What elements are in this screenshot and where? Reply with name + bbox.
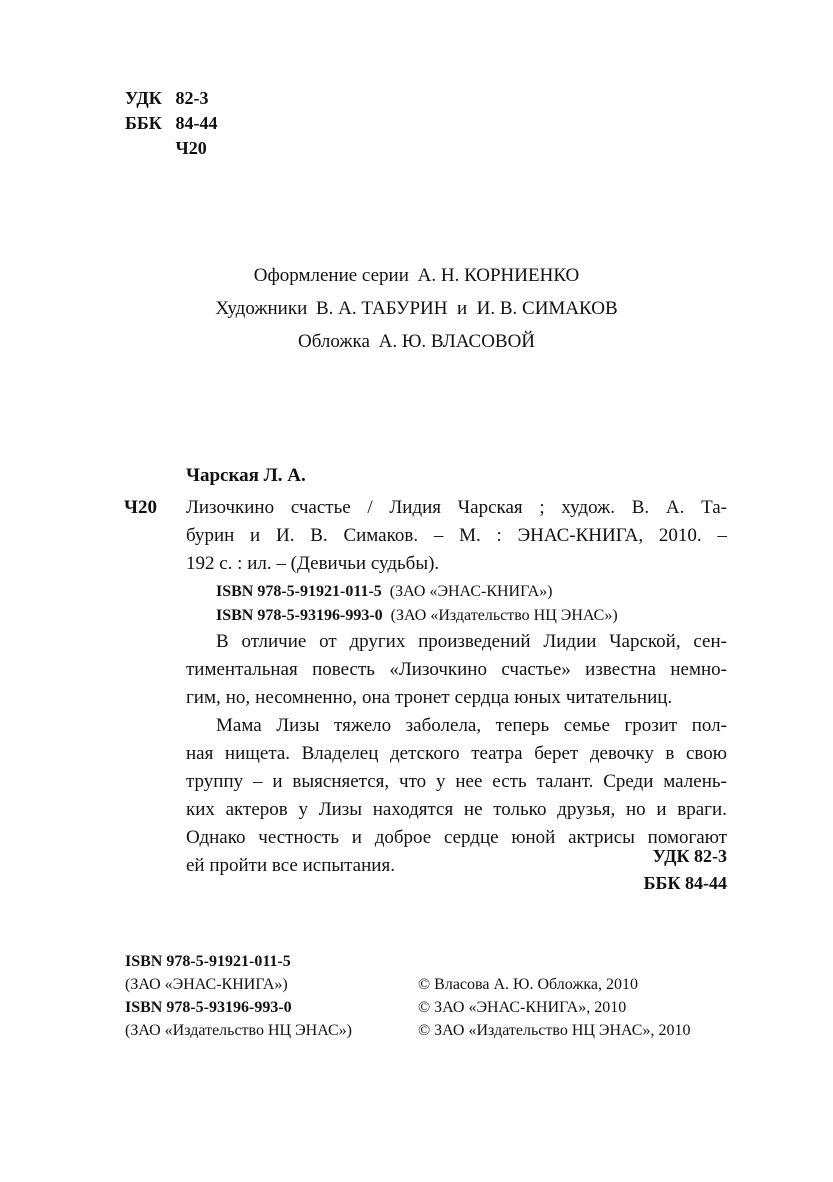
record-word: бурин — [186, 525, 235, 546]
annotation-word: Чарской, — [609, 631, 681, 652]
record-author: Чарская Л. А. — [186, 465, 306, 486]
credit-role: Обложка — [297, 331, 370, 352]
copyright-notices — [418, 973, 690, 1042]
annotation-line — [186, 740, 727, 768]
annotation-line — [186, 656, 727, 684]
annotation-word: повесть — [312, 659, 375, 680]
annotation-word: теперь — [495, 715, 550, 736]
copyright-line: © Власова А. Ю. Обложка, 2010 — [418, 976, 639, 993]
annotation-word: «Лизочкино — [389, 659, 487, 680]
annotation-word: известна — [585, 659, 656, 680]
credit-role: Художники — [215, 298, 308, 319]
bbk-row — [125, 111, 218, 136]
udk-code: 82-3 — [175, 88, 209, 108]
isbn-row — [216, 580, 618, 604]
annotation-line — [186, 796, 727, 824]
record-line — [186, 550, 727, 578]
annotation-word: есть — [492, 771, 527, 792]
annotation-word: труппу — [186, 771, 244, 792]
classification-top — [125, 86, 218, 161]
udk-row — [125, 86, 218, 111]
annotation-line — [186, 628, 727, 656]
record-word: Та- — [701, 497, 727, 518]
annotation-word: счастье» — [501, 659, 571, 680]
annotation-word: свою — [685, 743, 727, 764]
annotation-word: и — [656, 799, 667, 820]
author-mark: Ч20 — [175, 138, 207, 158]
isbn-number: ISBN 978-5-93196-993-0 — [216, 607, 383, 624]
annotation-line — [186, 684, 727, 712]
annotation-word: нее — [455, 771, 483, 792]
annotation-word: нищета. — [224, 743, 291, 764]
annotation-line — [186, 768, 727, 796]
record-word: и — [250, 525, 261, 546]
record-word: 192 с. : ил. – (Девичьи судьбы). — [186, 553, 440, 574]
annotation-word: враги. — [677, 799, 727, 820]
annotation-line — [186, 712, 727, 740]
annotation-word: ная — [186, 743, 214, 764]
author-mark-row — [125, 136, 218, 161]
annotation-word: Лизы — [318, 799, 363, 820]
annotation-word: друзья, — [557, 799, 616, 820]
annotation-word: актеров — [225, 799, 288, 820]
record-word: А. — [665, 497, 685, 518]
annotation-word: берет — [534, 743, 579, 764]
annotation-word: детского — [389, 743, 460, 764]
annotation-word: от — [319, 631, 337, 652]
annotation-word: юных — [514, 687, 561, 708]
imprint-isbns — [125, 950, 352, 1042]
annotation-word: Владелец — [301, 743, 379, 764]
annotation-word: талант. — [536, 771, 594, 792]
annotation-word: ей пройти все испытания. — [186, 855, 395, 876]
annotation-word: сердца — [454, 687, 510, 708]
annotation-word: театра — [471, 743, 523, 764]
record-word: Лидия — [389, 497, 442, 518]
credits — [0, 259, 833, 358]
credit-name: А. Н. КОРНИЕНКО — [417, 265, 580, 286]
record-word: 2010. — [658, 525, 702, 546]
isbn-row — [216, 604, 618, 628]
annotation-word: пол- — [691, 715, 727, 736]
record-word: Симаков. — [343, 525, 419, 546]
record-word: худож. — [561, 497, 615, 518]
annotation-word: Среди — [603, 771, 654, 792]
classification-bottom — [644, 843, 727, 897]
annotation-word: у — [436, 771, 446, 792]
record-word: Чарская — [457, 497, 523, 518]
annotation-word: не — [463, 799, 483, 820]
bbk-code: 84-44 — [175, 113, 218, 133]
record-word: М. — [459, 525, 481, 546]
annotation-word: но, — [225, 687, 251, 708]
annotation-word: Однако — [186, 827, 246, 848]
bbk-label: ББК — [125, 113, 162, 133]
annotation-word: девочку — [589, 743, 654, 764]
record-description — [186, 494, 727, 578]
record-word: – — [717, 525, 727, 546]
record-word: счастье — [290, 497, 351, 518]
annotation-word: Лизы — [276, 715, 320, 736]
annotation-word: что — [399, 771, 427, 792]
imprint-publisher: (ЗАО «ЭНАС-КНИГА») — [125, 976, 288, 993]
record-word: / — [367, 497, 373, 518]
record-word: ЭНАС-КНИГА, — [517, 525, 644, 546]
annotation-word: грозит — [624, 715, 678, 736]
imprint-isbn: ISBN 978-5-93196-993-0 — [125, 999, 292, 1016]
credit-name: В. А. ТАБУРИН и И. В. СИМАКОВ — [316, 298, 618, 319]
copyright-line: © ЗАО «Издательство НЦ ЭНАС», 2010 — [418, 1022, 691, 1039]
credit-line — [0, 292, 833, 325]
annotation-word: отличие — [241, 631, 307, 652]
annotation-word: Мама — [216, 715, 262, 736]
annotation-word: – — [253, 771, 263, 792]
annotation-word: немно- — [670, 659, 727, 680]
annotation-word: произведений — [418, 631, 531, 652]
record-word: : — [496, 525, 502, 546]
annotation-word: заболела, — [405, 715, 482, 736]
annotation-word: помогают — [647, 827, 727, 848]
record-line — [186, 522, 727, 550]
record-author-mark: Ч20 — [124, 497, 157, 518]
annotation-word: доброе — [374, 827, 432, 848]
annotation-word: актрисы — [568, 827, 635, 848]
record-word: В. — [631, 497, 650, 518]
annotation-word: у — [298, 799, 308, 820]
annotation-word: Лидии — [543, 631, 597, 652]
annotation-word: только — [493, 799, 547, 820]
isbn-number: ISBN 978-5-91921-011-5 — [216, 583, 382, 600]
bbk-line: ББК 84-44 — [643, 873, 727, 893]
udk-line: УДК 82-3 — [652, 846, 727, 866]
annotation-word: читательниц. — [565, 687, 673, 708]
annotation-word: и — [351, 827, 362, 848]
credit-line — [0, 259, 833, 292]
annotation-word: других — [349, 631, 406, 652]
record-isbns — [216, 580, 618, 628]
record-word: – — [433, 525, 444, 546]
record-word: И. — [275, 525, 295, 546]
credit-role: Оформление серии — [253, 265, 409, 286]
annotation-word: тяжело — [334, 715, 392, 736]
credit-name: А. Ю. ВЛАСОВОЙ — [378, 331, 536, 352]
annotation-word: несомненно, — [255, 687, 358, 708]
record-word: В. — [310, 525, 328, 546]
isbn-publisher: (ЗАО «ЭНАС-КНИГА») — [389, 583, 553, 600]
annotation-word: тиментальная — [186, 659, 298, 680]
annotation-word: она — [362, 687, 391, 708]
annotation-word: находятся — [372, 799, 454, 820]
annotation-word: семье — [563, 715, 610, 736]
record-line — [186, 494, 727, 522]
imprint-publisher: (ЗАО «Издательство НЦ ЭНАС») — [125, 1022, 352, 1039]
annotation-word: малень- — [663, 771, 727, 792]
annotation-word: ких — [186, 799, 215, 820]
annotation-word: юной — [511, 827, 556, 848]
copyright-line: © ЗАО «ЭНАС-КНИГА», 2010 — [418, 999, 627, 1016]
annotation-word: в — [665, 743, 675, 764]
credit-line — [0, 325, 833, 358]
annotation-word: и — [272, 771, 283, 792]
udk-label: УДК — [125, 88, 162, 108]
annotation-word: гим, — [186, 687, 221, 708]
imprint-isbn: ISBN 978-5-91921-011-5 — [125, 953, 291, 970]
annotation-word: В — [216, 631, 229, 652]
annotation-word: но — [625, 799, 646, 820]
annotation-word: честность — [258, 827, 340, 848]
annotation-word: сердце — [443, 827, 499, 848]
annotation-word: тронет — [395, 687, 450, 708]
record-word: ; — [539, 497, 545, 518]
annotation-word: выясняется, — [292, 771, 390, 792]
annotation-word: сен- — [693, 631, 727, 652]
isbn-publisher: (ЗАО «Издательство НЦ ЭНАС») — [390, 607, 618, 624]
record-word: Лизочкино — [186, 497, 275, 518]
